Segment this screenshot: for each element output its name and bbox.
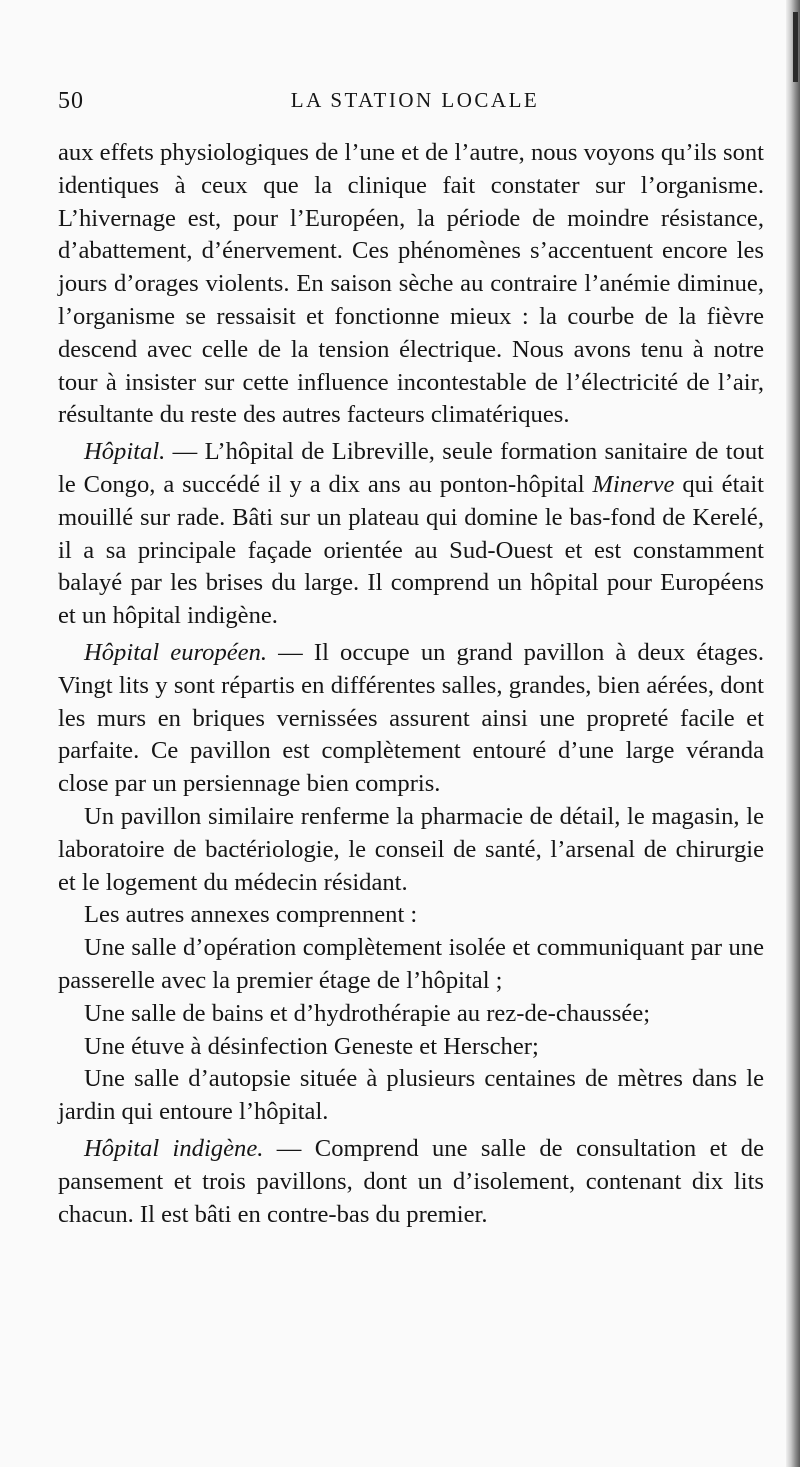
paragraph-text: Une salle de bains et d’hydrothérapie au rez-de-chaussée;	[84, 999, 651, 1027]
paragraph-hopital-europeen	[58, 637, 764, 801]
paragraph-text: qui était mouillé sur rade. Bâti sur un plateau qui domine le bas-fond de Kerelé, il a sa principale façade orientée au Sud-Ouest et est constamment balayé par les brises du large. Il comprend un hôpital pour Européens et un hôpital indigène.	[58, 470, 765, 630]
list-item-salle-bains	[58, 998, 764, 1031]
paragraph-hopital	[58, 436, 764, 633]
ship-name: Minerve	[592, 470, 675, 498]
page-edge-mark	[793, 12, 798, 82]
paragraph-pavillon-similaire	[58, 801, 764, 899]
page-header	[58, 88, 772, 128]
paragraph-text: Un pavillon similaire renferme la pharmacie de détail, le magasin, le laboratoire de bactériologie, le conseil de santé, l’arsenal de chirurgie et le logement du médecin résidant.	[58, 802, 764, 896]
section-lead-hopital: Hôpital.	[84, 438, 166, 466]
page-number: 50	[58, 88, 84, 114]
paragraph-text: — Il occupe un grand pavillon à deux étages. Vingt lits y sont répartis en différentes salles, grandes, bien aérées, dont les murs en briques vernissées assurent ainsi une propreté facile et parfaite. Ce pavillon est complètement entouré d’une large véranda close par un persiennage bien compris.	[58, 638, 764, 798]
paragraph-text: Une étuve à désinfection Geneste et Herscher;	[84, 1032, 539, 1060]
list-item-salle-autopsie	[58, 1063, 764, 1129]
paragraph-text: Les autres annexes comprennent :	[84, 901, 418, 929]
paragraph-annexes	[58, 899, 764, 932]
section-lead-hopital-europeen: Hôpital européen.	[84, 638, 268, 666]
running-title: LA STATION LOCALE	[290, 88, 540, 112]
paragraph-electricity	[58, 137, 764, 432]
body-text	[58, 137, 764, 1231]
paragraph-text: Une salle d’opération complètement isolée et communiquant par une passerelle avec la premier étage de l’hôpital ;	[58, 934, 764, 994]
section-lead-hopital-indigene: Hôpital indigène.	[84, 1134, 264, 1162]
paragraph-text: Une salle d’autopsie située à plusieurs centaines de mètres dans le jardin qui entoure l’hôpital.	[58, 1065, 764, 1126]
paragraph-text: — L’hôpital de Libreville, seule formation sanitaire de tout le Congo, a succédé il y a dix ans au ponton-hôpital	[58, 438, 764, 498]
paragraph-text: — Comprend une salle de consultation et de pansement et trois pavillons, dont un d’isolement, contenant dix lits chacun. Il est bâti en contre-bas du premier.	[58, 1134, 764, 1228]
paragraph-hopital-indigene	[58, 1133, 764, 1231]
list-item-etuve	[58, 1031, 764, 1064]
list-item-salle-operation	[58, 932, 764, 998]
page-edge-shadow	[786, 0, 800, 1467]
paragraph-text: aux effets physiologiques de l’une et de l’autre, nous voyons qu’ils sont identiques à ceux que la clinique fait constater sur l’organisme. L’hivernage est, pour l’Européen, la période de moindre résistance, d’abattement, d’énervement. Ces phénomènes s’accentuent encore les jours d’orages violents. En saison sèche au contraire l’anémie diminue, l’organisme se ressaisit et fonctionne mieux : la courbe de la fièvre descend avec celle de la tension électrique. Nous avons tenu à notre tour à insister sur cette influence incontestable de l’électricité de l’air, résultante du reste des autres facteurs climatériques.	[58, 139, 764, 429]
